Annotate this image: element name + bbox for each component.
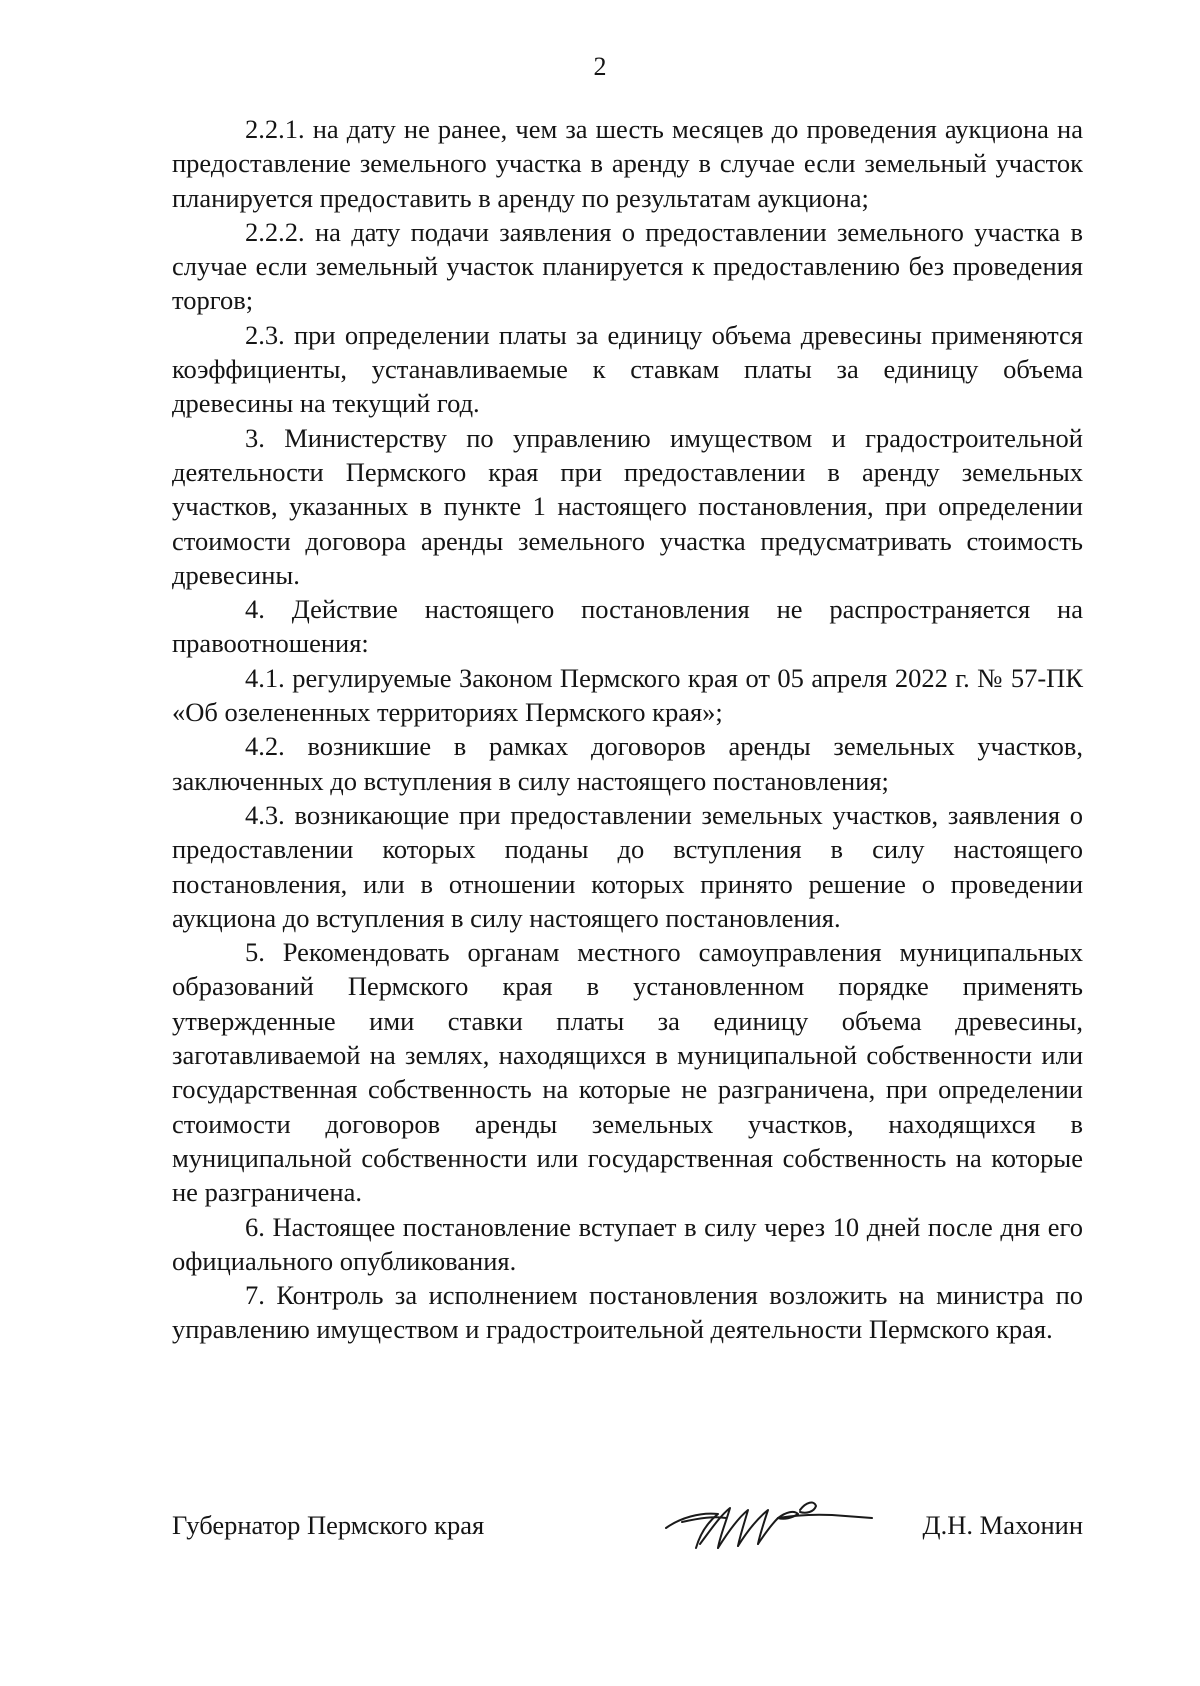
paragraph-4-1: 4.1. регулируемые Законом Пермского края от 05 апреля 2022 г. № 57-ПК «Об озелененных территориях Пермского края»; — [172, 662, 1083, 728]
signatory-position: Губернатор Пермского края — [172, 1510, 485, 1540]
paragraph-4-2: 4.2. возникшие в рамках договоров аренды земельных участков, заключенных до вступления в силу настоящего постановления; — [172, 731, 1083, 796]
paragraph-2-3: 2.3. при определении платы за единицу объема древесины применяются коэффициенты, устанавливаемые к ставкам платы за единицу объема древесины на текущий год. — [172, 319, 1083, 419]
signatory-name: Д.Н. Махонин — [922, 1510, 1083, 1540]
handwritten-signature — [660, 1488, 880, 1558]
paragraph-7: 7. Контроль за исполнением постановления возложить на министра по управлению имуществом и градостроительной деятельности Пермского края. — [172, 1280, 1083, 1345]
paragraph-2-2-2: 2.2.2. на дату подачи заявления о предоставлении земельного участка в случае если земельный участок планируется к предоставлению без проведения торгов; — [172, 216, 1083, 316]
paragraph-3: 3. Министерству по управлению имуществом и градостроительной деятельности Пермского края при предоставлении в аренду земельных участков, указанных в пункте 1 настоящего постановления, при определении стоимости договора аренды земельного участка предусматривать стоимость древесины. — [172, 422, 1083, 590]
signature-block — [172, 1500, 1083, 1560]
paragraph-4-3: 4.3. возникающие при предоставлении земельных участков, заявления о предоставлении которых поданы до вступления в силу настоящего постановления, или в отношении которых принято решение о проведении аукциона до вступления в силу настоящего постановления. — [172, 799, 1083, 933]
paragraph-2-2-1: 2.2.1. на дату не ранее, чем за шесть месяцев до проведения аукциона на предоставление земельного участка в аренду в случае если земельный участок планируется предоставить в аренду по результатам аукциона; — [172, 114, 1083, 213]
document-body — [172, 112, 1083, 1347]
page-number: 2 — [593, 52, 607, 81]
paragraph-4: 4. Действие настоящего постановления не распространяется на правоотношения: — [172, 594, 1083, 659]
paragraph-5: 5. Рекомендовать органам местного самоуправления муниципальных образований Пермского края в установленном порядке применять утвержденные ими ставки платы за единицу объема древесины, заготавливаемой на землях, находящихся в муниципальной собственности или государственная собственность на которые не разграничена, при определении стоимости договоров аренды земельных участков, находящихся в муниципальной собственности или государственная собственность на которые не разграничена. — [172, 937, 1083, 1208]
paragraph-6: 6. Настоящее постановление вступает в силу через 10 дней после дня его официального опубликования. — [172, 1211, 1083, 1276]
